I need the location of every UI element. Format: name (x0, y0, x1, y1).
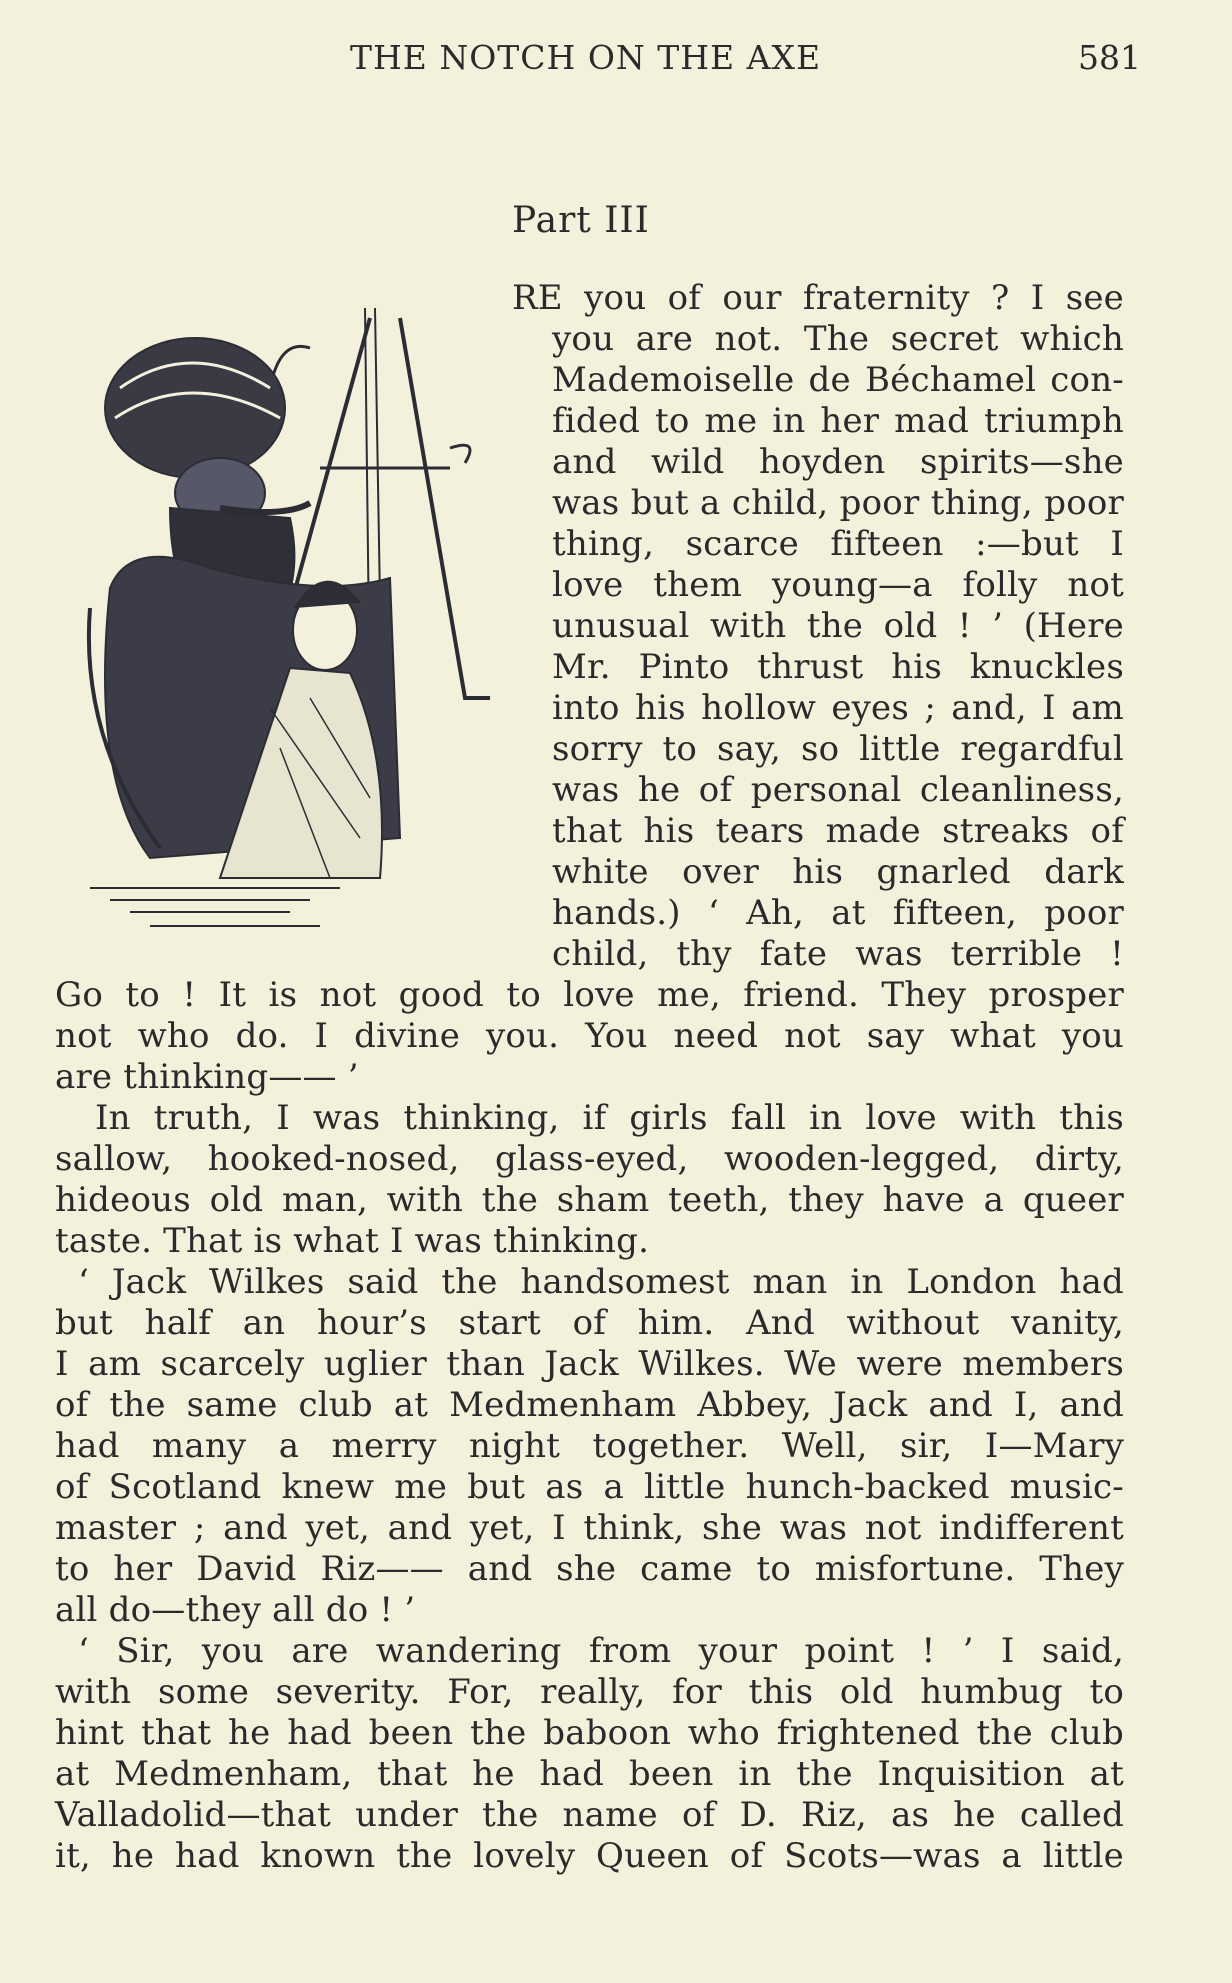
text-line: had many a merry night together. Well, sir, I—Mary (55, 1426, 1124, 1466)
text-line: thing, scarce fifteen :—but I (552, 524, 1124, 564)
running-head (0, 38, 1232, 78)
running-title: THE NOTCH ON THE AXE (350, 38, 822, 77)
text-line: love them young—a folly not (552, 565, 1124, 605)
text-line: Mr. Pinto thrust his knuckles (552, 647, 1124, 687)
text-line: hands.) ‘ Ah, at fifteen, poor (552, 893, 1124, 933)
text-line: at Medmenham, that he had been in the Inquisition at (55, 1754, 1124, 1794)
text-line: and wild hoyden spirits—she (552, 442, 1124, 482)
text-line: not who do. I divine you. You need not say what you (55, 1016, 1124, 1056)
text-line: Mademoiselle de Béchamel con- (552, 360, 1124, 400)
text-line: ‘ Jack Wilkes said the handsomest man in London had (78, 1262, 1124, 1302)
text-line: hideous old man, with the sham teeth, they have a queer (55, 1180, 1124, 1220)
text-line: hint that he had been the baboon who frightened the club (55, 1713, 1124, 1753)
text-line: master ; and yet, and yet, I think, she was not indifferent (55, 1508, 1124, 1548)
text-line: In truth, I was thinking, if girls fall in love with this (95, 1098, 1124, 1138)
text-line: white over his gnarled dark (552, 852, 1124, 892)
text-line: of the same club at Medmenham Abbey, Jack and I, and (55, 1385, 1124, 1425)
part-heading: Part III (512, 200, 650, 241)
text-line: are thinking—— ’ (55, 1057, 359, 1097)
text-line: unusual with the old ! ’ (Here (552, 606, 1124, 646)
text-line: of Scotland knew me but as a little hunch-backed music- (55, 1467, 1124, 1507)
page-number: 581 (1078, 38, 1141, 77)
text-line: into his hollow eyes ; and, I am (552, 688, 1124, 728)
text-line: was but a child, poor thing, poor (552, 483, 1124, 523)
text-line: ‘ Sir, you are wandering from your point ! ’ I said, (78, 1631, 1124, 1671)
text-line: with some severity. For, really, for this old humbug to (55, 1672, 1124, 1712)
text-line: sorry to say, so little regardful (552, 729, 1124, 769)
drop-cap-illustration (70, 278, 510, 946)
text-line: that his tears made streaks of (552, 811, 1124, 851)
text-line: to her David Riz—— and she came to misfortune. They (55, 1549, 1124, 1589)
text-line: but half an hour’s start of him. And without vanity, (55, 1303, 1124, 1343)
text-line: Valladolid—that under the name of D. Riz, as he called (55, 1795, 1124, 1835)
text-line: fided to me in her mad triumph (552, 401, 1124, 441)
text-line: child, thy fate was terrible ! (552, 934, 1124, 974)
text-line: taste. That is what I was thinking. (55, 1221, 650, 1261)
text-line: was he of personal cleanliness, (552, 770, 1124, 810)
text-line: all do—they all do ! ’ (55, 1590, 416, 1630)
text-line: RE you of our fraternity ? I see (512, 278, 1124, 318)
turbaned-man-and-girl-illustration (70, 278, 510, 946)
text-line: you are not. The secret which (552, 319, 1124, 359)
text-line: it, he had known the lovely Queen of Scots—was a little (55, 1836, 1124, 1876)
text-line: I am scarcely uglier than Jack Wilkes. We were members (55, 1344, 1124, 1384)
text-line: sallow, hooked-nosed, glass-eyed, wooden-legged, dirty, (55, 1139, 1124, 1179)
text-line: Go to ! It is not good to love me, friend. They prosper (55, 975, 1124, 1015)
